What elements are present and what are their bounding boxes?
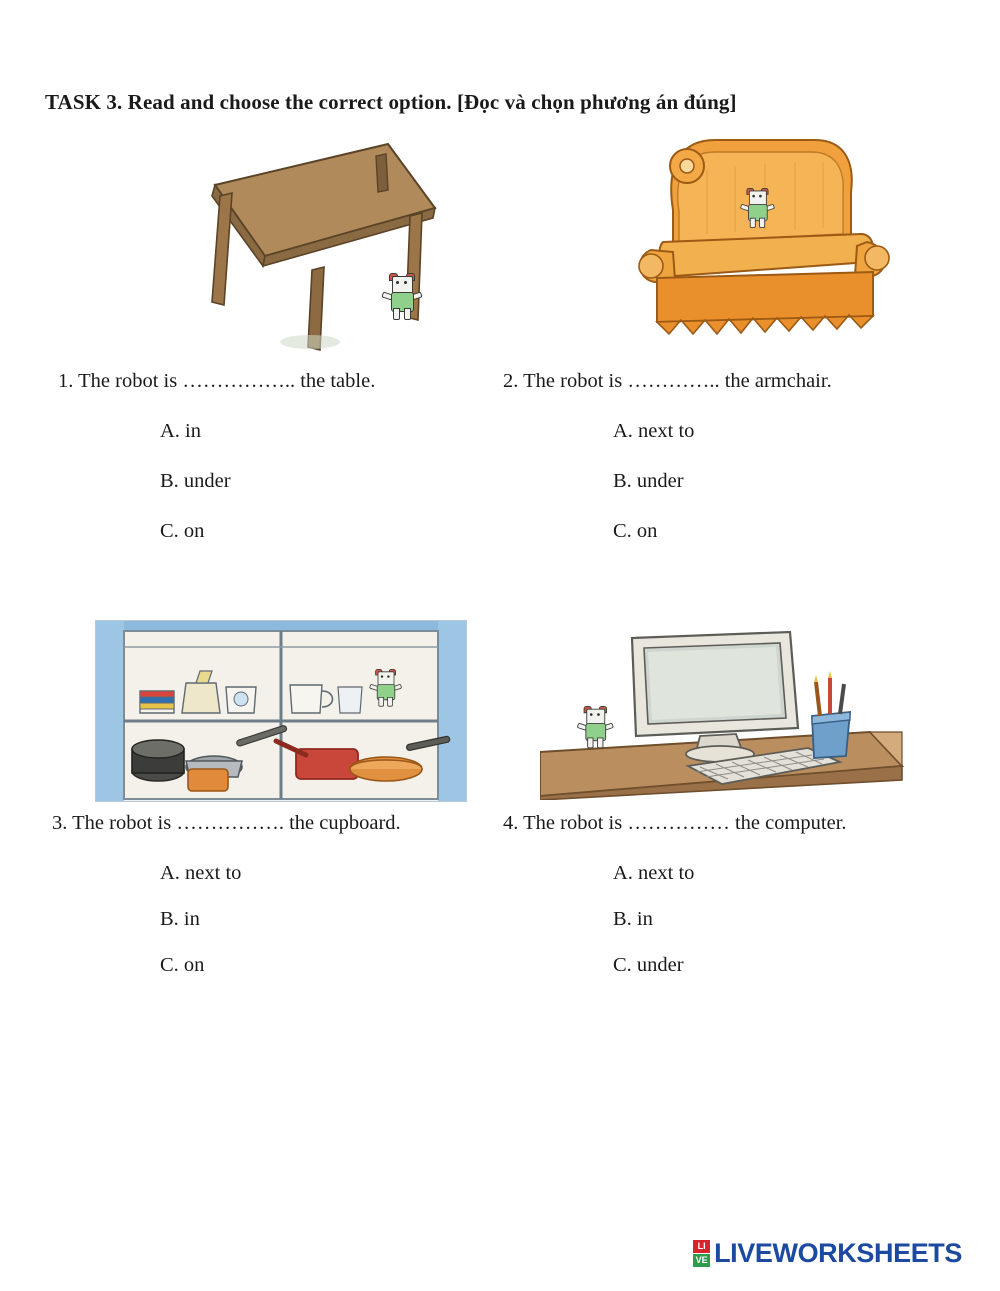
question-1-option-c[interactable]: C. on	[160, 520, 205, 542]
question-3-sentence: 3. The robot is ……………. the cupboard.	[52, 812, 401, 834]
question-3-option-c[interactable]: C. on	[160, 954, 205, 976]
question-4-option-a[interactable]: A. next to	[613, 862, 695, 884]
logo-cube-line1: LI	[693, 1240, 710, 1253]
question-3-option-a[interactable]: A. next to	[160, 862, 242, 884]
robot-figure	[372, 669, 399, 706]
page-title: TASK 3. Read and choose the correct option. [Đọc và chọn phương án đúng]	[45, 90, 737, 114]
question-1-option-b[interactable]: B. under	[160, 470, 231, 492]
question-2-option-b[interactable]: B. under	[613, 470, 684, 492]
question-4-image	[540, 620, 905, 800]
question-3-option-b[interactable]: B. in	[160, 908, 200, 930]
question-block-3	[40, 620, 500, 976]
logo-cube-line2: VE	[693, 1254, 710, 1267]
robot-in-cupboard-illustration	[96, 621, 466, 801]
question-4-sentence: 4. The robot is …………… the computer.	[503, 812, 847, 834]
question-2-sentence: 2. The robot is ………….. the armchair.	[503, 370, 832, 392]
question-block-4	[495, 620, 955, 976]
question-2-option-a[interactable]: A. next to	[613, 420, 695, 442]
question-1-sentence: 1. The robot is …………….. the table.	[58, 370, 376, 392]
question-3-image	[95, 620, 467, 802]
question-2-image	[615, 130, 945, 360]
question-block-2	[495, 130, 955, 542]
question-block-1	[40, 130, 500, 542]
logo-cube-icon	[693, 1240, 710, 1267]
robot-figure	[743, 188, 772, 227]
question-1-image	[160, 130, 520, 360]
question-4-option-b[interactable]: B. in	[613, 908, 653, 930]
robot-on-armchair-illustration	[615, 130, 945, 360]
liveworksheets-logo[interactable]	[693, 1238, 962, 1269]
question-4-option-c[interactable]: C. under	[613, 954, 684, 976]
robot-under-table-illustration	[160, 130, 520, 360]
robot-figure	[385, 273, 419, 319]
robot-figure	[580, 706, 611, 747]
logo-wordmark: LIVEWORKSHEETS	[714, 1238, 962, 1268]
question-2-option-c[interactable]: C. on	[613, 520, 658, 542]
question-1-option-a[interactable]: A. in	[160, 420, 201, 442]
